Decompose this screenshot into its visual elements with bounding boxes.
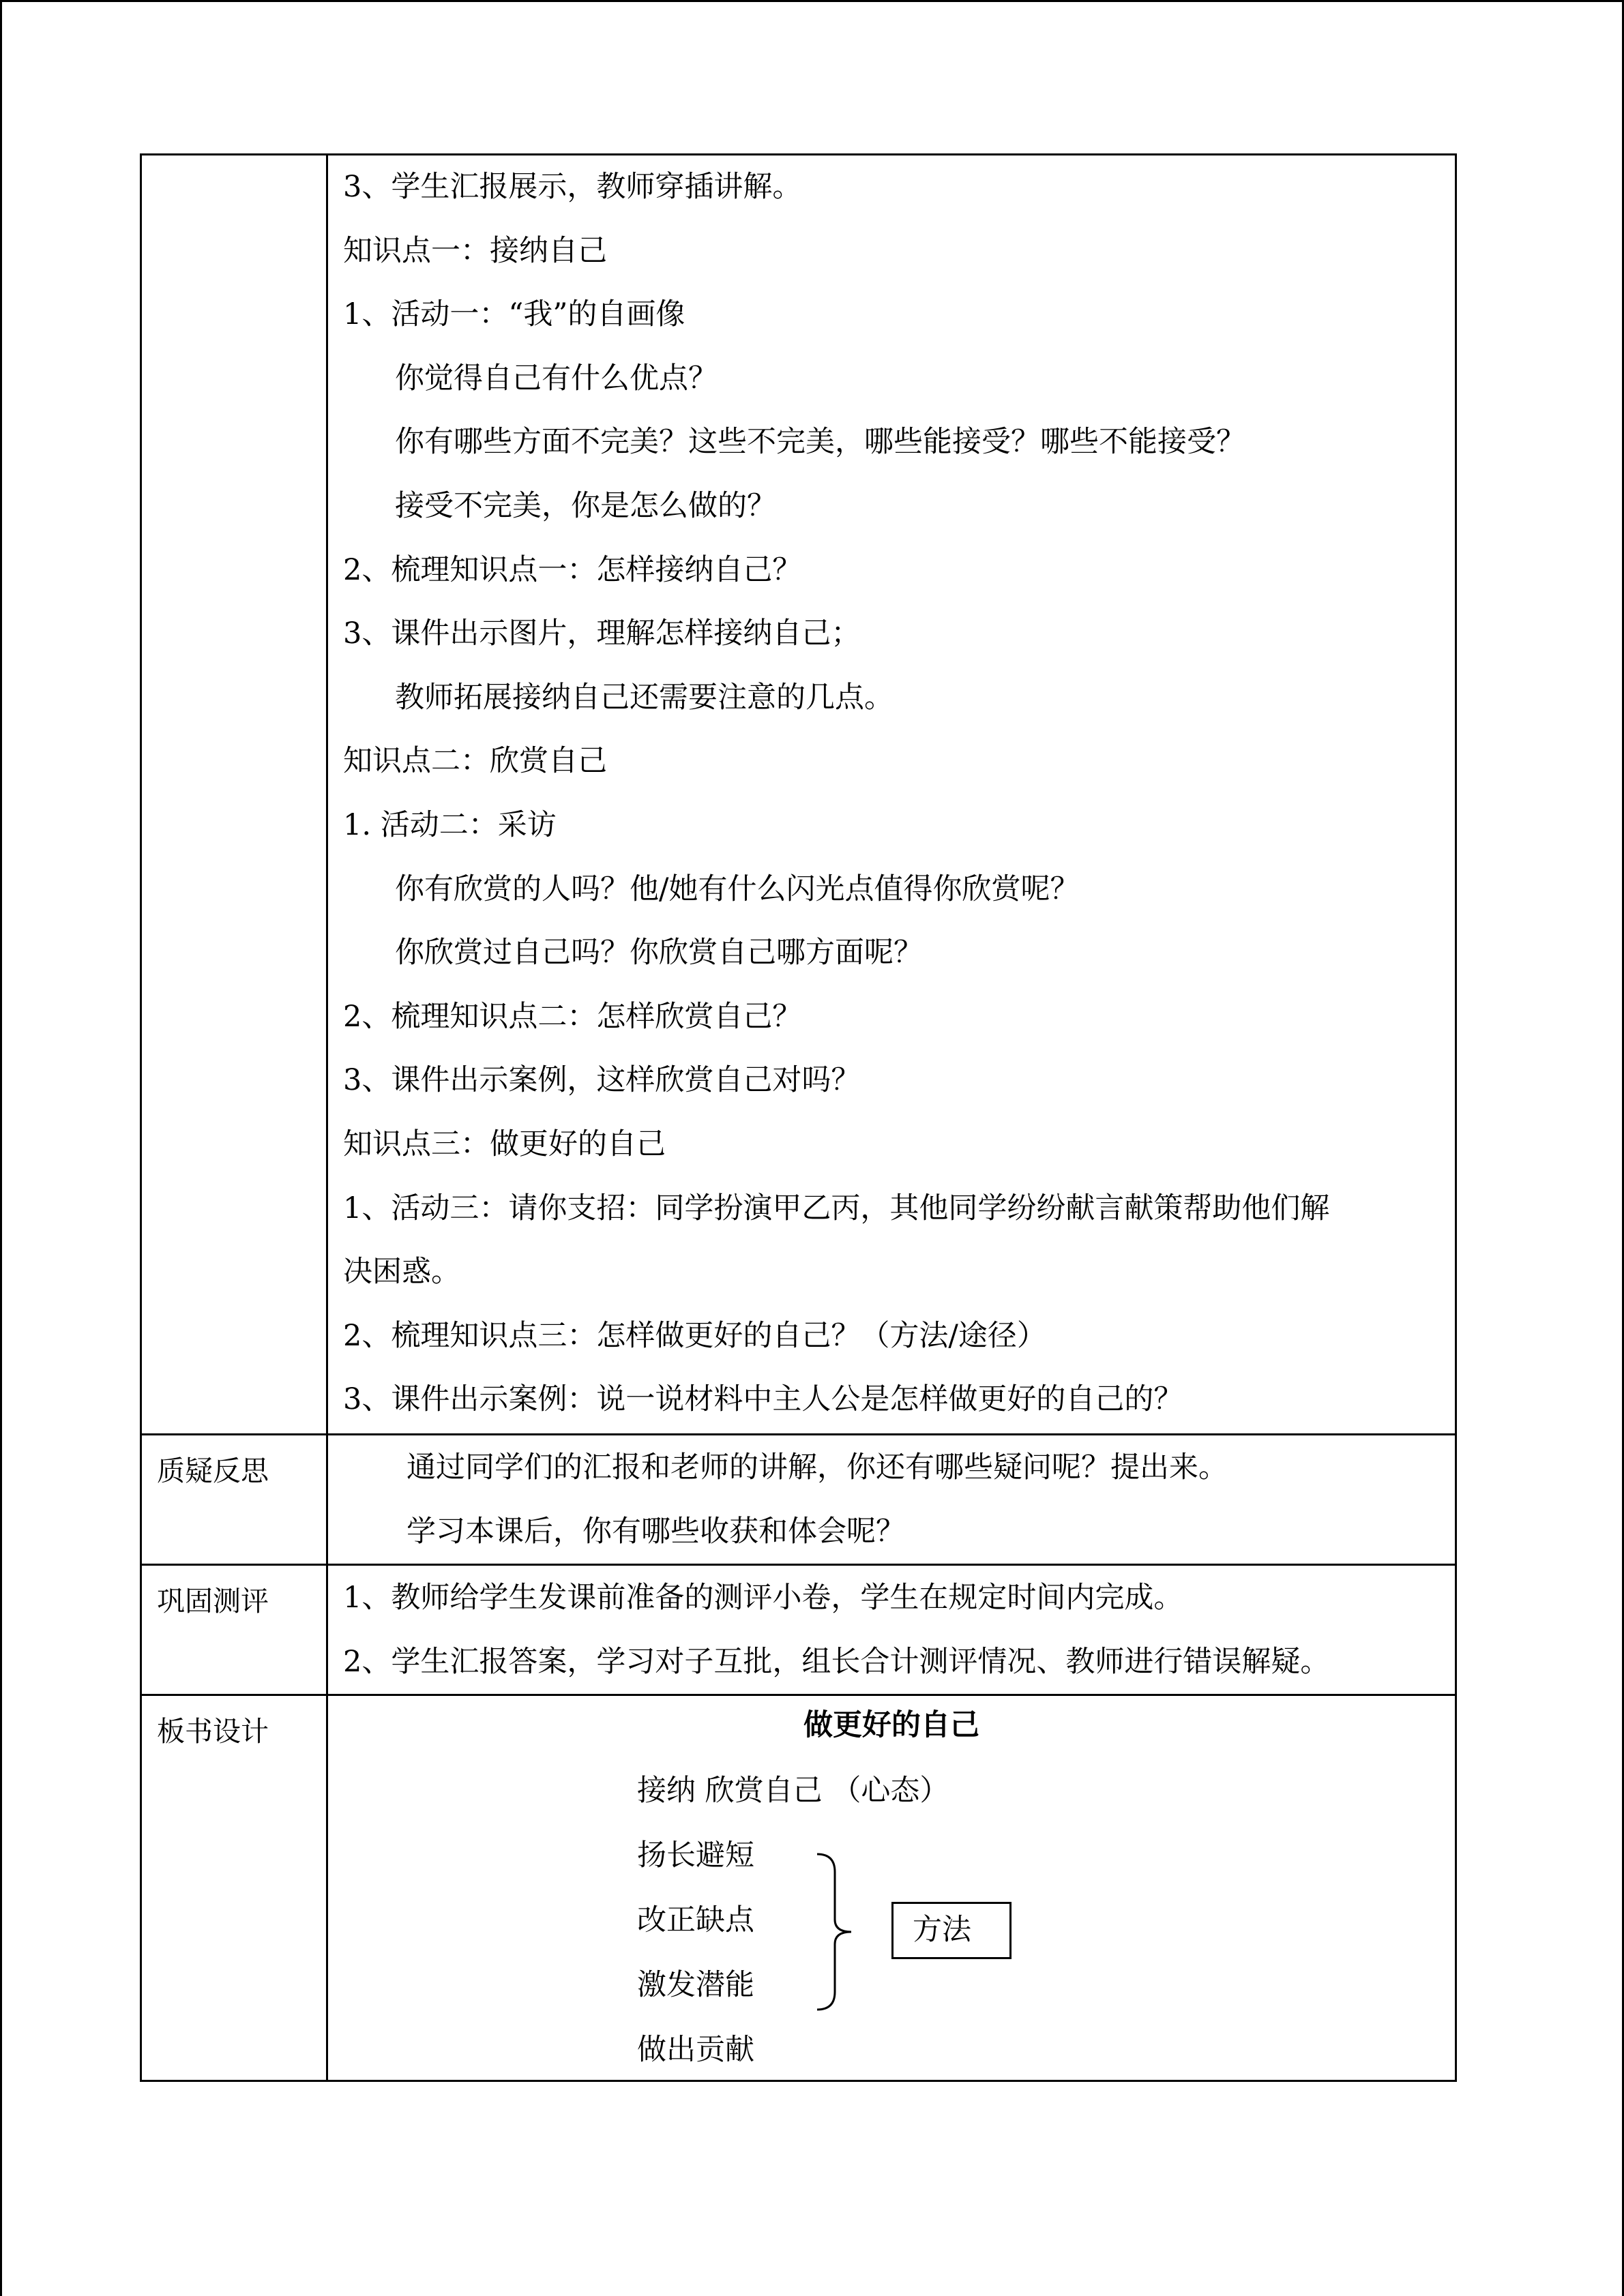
board-design (328, 1696, 1455, 2078)
content-line: 3、学生汇报展示，教师穿插讲解。 (343, 170, 802, 204)
board-content-cell (327, 1695, 1456, 2081)
content-line: 1. 活动二：采访 (343, 807, 557, 842)
row-label: 质疑反思 (157, 1455, 269, 1487)
row-label (142, 155, 326, 170)
content-line: 2、学生汇报答案，学习对子互批，组长合计测评情况、教师进行错误解疑。 (343, 1645, 1330, 1679)
content-line: 学习本课后，你有哪些收获和体会呢？ (407, 1515, 905, 1549)
label-cell-assessment (141, 1565, 327, 1695)
page-top-border (0, 0, 1624, 2)
content-line: 教师拓展接纳自己还需要注意的几点。 (395, 680, 894, 715)
content-line: 3、课件出示案例，这样欣赏自己对吗？ (343, 1063, 861, 1098)
row-label: 巩固测评 (157, 1585, 269, 1617)
board-item: 改正缺点 (637, 1903, 754, 1937)
question-line: 接受不完美，你是怎么做的？ (395, 488, 776, 523)
board-item: 激发潜能 (637, 1968, 754, 2002)
page-left-border (0, 0, 2, 2296)
question-line: 你觉得自己有什么优点？ (395, 361, 718, 396)
process-content-cell (327, 155, 1456, 1435)
table-row-reflection (141, 1435, 1456, 1565)
assessment-content-cell (327, 1565, 1456, 1695)
method-box: 方法 (891, 1902, 1012, 1959)
content-line: 1、活动三：请你支招：同学扮演甲乙丙，其他同学纷纷献言献策帮助他们解 (343, 1191, 1330, 1225)
board-attitude-line: 接纳 欣赏自己 （心态） (637, 1774, 949, 1808)
board-title: 做更好的自己 (803, 1708, 979, 1742)
label-cell-empty (141, 155, 327, 1435)
content-line: 3、课件出示图片，理解怎样接纳自己； (343, 616, 861, 651)
board-item: 做出贡献 (637, 2033, 754, 2067)
table-row-board (141, 1695, 1456, 2081)
label-cell-reflection (141, 1435, 327, 1565)
content-line: 决困惑。 (343, 1255, 460, 1289)
knowledge-point-heading: 知识点一：接纳自己 (343, 233, 607, 268)
content-line: 1、活动一：“我”的自画像 (343, 297, 685, 332)
table-row-process (141, 155, 1456, 1435)
table-row-assessment (141, 1565, 1456, 1695)
content-line: 2、梳理知识点三：怎样做更好的自己？（方法/途径） (343, 1318, 1046, 1353)
content-line: 通过同学们的汇报和老师的讲解，你还有哪些疑问呢？提出来。 (407, 1450, 1228, 1485)
question-line: 你有欣赏的人吗？他/她有什么闪光点值得你欣赏呢？ (395, 871, 1080, 906)
question-line: 你欣赏过自己吗？你欣赏自己哪方面呢？ (395, 936, 923, 970)
label-cell-board (141, 1695, 327, 2081)
row-label: 板书设计 (157, 1715, 269, 1748)
board-item: 扬长避短 (637, 1838, 754, 1873)
content-line: 1、教师给学生发课前准备的测评小卷，学生在规定时间内完成。 (343, 1581, 1183, 1615)
content-line: 3、课件出示案例：说一说材料中主人公是怎样做更好的自己的？ (343, 1382, 1183, 1417)
reflection-content-cell (327, 1435, 1456, 1565)
knowledge-point-heading: 知识点二：欣赏自己 (343, 744, 607, 779)
right-brace-icon (816, 1851, 857, 2012)
question-line: 你有哪些方面不完美？这些不完美，哪些能接受？哪些不能接受？ (395, 425, 1245, 460)
content-line: 2、梳理知识点二：怎样欣赏自己？ (343, 999, 802, 1034)
content-line: 2、梳理知识点一：怎样接纳自己？ (343, 552, 802, 587)
knowledge-point-heading: 知识点三：做更好的自己 (343, 1127, 666, 1161)
lesson-plan-table (140, 153, 1457, 2082)
